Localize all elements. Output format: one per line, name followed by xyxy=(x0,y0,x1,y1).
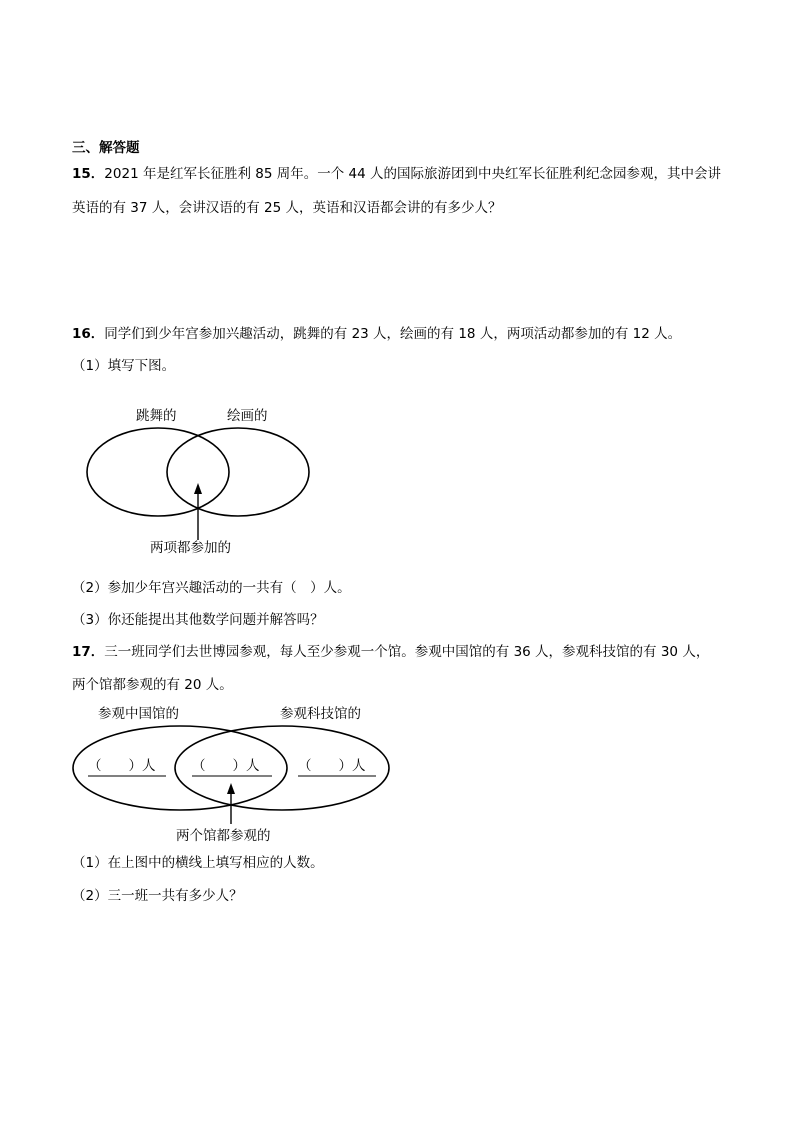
question-17-part2: （2）三一班一共有多少人？ xyxy=(72,888,243,904)
question-16-part3: （3）你还能提出其他数学问题并解答吗？ xyxy=(72,612,324,628)
section-title: 三、解答题 xyxy=(72,140,140,156)
venn-right-circle xyxy=(167,428,309,516)
question-text: 同学们到少年宫参加兴趣活动，跳舞的有 23 人，绘画的有 18 人，两项活动都参加的有 12 人。 xyxy=(104,326,682,342)
question-16-part1: （1）填写下图。 xyxy=(72,358,176,374)
venn-diagram-16 xyxy=(80,400,320,560)
venn-left-label: 跳舞的 xyxy=(136,408,177,424)
venn-left-circle xyxy=(87,428,229,516)
question-17-line2: 两个馆都参观的有 20 人。 xyxy=(72,677,233,693)
question-15 xyxy=(72,164,721,184)
blank-right[interactable]: （ ）人 xyxy=(298,758,366,774)
question-17 xyxy=(72,642,709,662)
question-number: 17． xyxy=(72,644,105,660)
question-number: 15． xyxy=(72,166,105,182)
venn-both-label: 两项都参加的 xyxy=(150,540,231,556)
question-text: 三一班同学们去世博园参观，每人至少参观一个馆。参观中国馆的有 36 人，参观科技馆的有 30 人， xyxy=(104,644,710,660)
venn-diagram-17 xyxy=(68,700,398,850)
blank-left[interactable]: （ ）人 xyxy=(88,758,156,774)
venn-both-label: 两个馆都参观的 xyxy=(176,828,271,844)
blank-mid[interactable]: （ ）人 xyxy=(192,758,260,774)
question-text: 2021 年是红军长征胜利 85 周年。一个 44 人的国际旅游团到中央红军长征胜利纪念园参观，其中会讲 xyxy=(104,166,721,182)
venn-right-label: 绘画的 xyxy=(227,408,268,424)
question-15-line2: 英语的有 37 人，会讲汉语的有 25 人，英语和汉语都会讲的有多少人？ xyxy=(72,200,502,216)
question-number: 16． xyxy=(72,326,105,342)
venn-right-label: 参观科技馆的 xyxy=(280,706,361,722)
arrow-up-icon xyxy=(194,483,202,494)
question-16 xyxy=(72,324,681,344)
question-17-part1: （1）在上图中的横线上填写相应的人数。 xyxy=(72,855,324,871)
question-16-part2: （2）参加少年宫兴趣活动的一共有（ ）人。 xyxy=(72,580,351,596)
arrow-up-icon xyxy=(227,783,235,794)
venn-left-label: 参观中国馆的 xyxy=(98,706,179,722)
